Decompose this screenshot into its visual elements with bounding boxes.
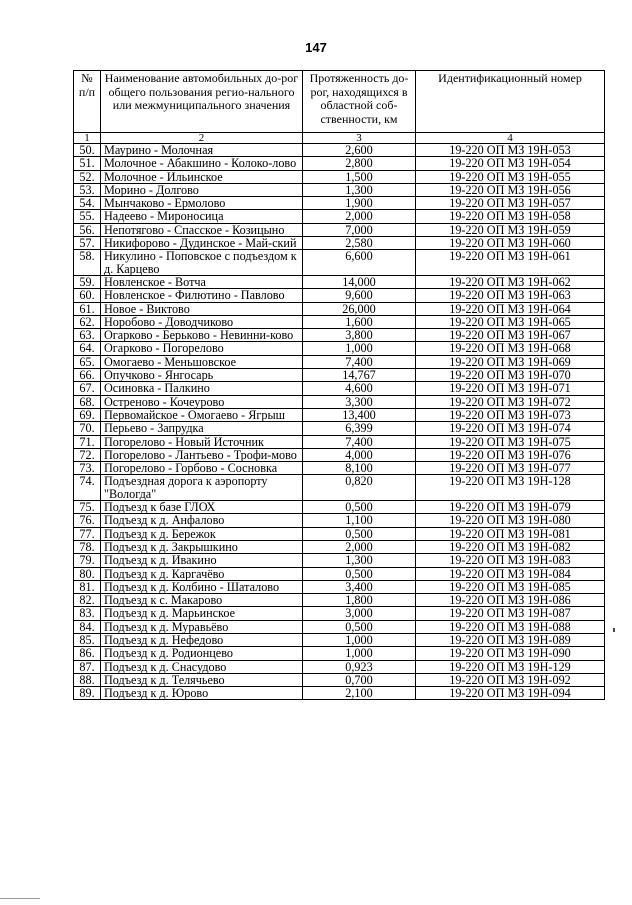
table-row	[74, 250, 605, 276]
cell-num: 84.	[74, 620, 101, 633]
table-row	[74, 408, 605, 421]
cell-length: 0,923	[303, 660, 416, 673]
scan-mark	[613, 628, 615, 632]
cell-length: 8,100	[303, 462, 416, 475]
cell-length: 6,600	[303, 250, 416, 276]
cell-road-name: Молочное - Абакшино - Колоко-лово	[101, 157, 303, 170]
roads-table	[73, 70, 605, 700]
table-row	[74, 475, 605, 501]
cell-id: 19-220 ОП МЗ 19Н-084	[416, 567, 605, 580]
cell-num: 65.	[74, 355, 101, 368]
cell-num: 52.	[74, 170, 101, 183]
cell-num: 71.	[74, 435, 101, 448]
table-row	[74, 275, 605, 288]
cell-id: 19-220 ОП МЗ 19Н-077	[416, 462, 605, 475]
cell-id: 19-220 ОП МЗ 19Н-055	[416, 170, 605, 183]
column-index-row	[74, 133, 605, 144]
table-body	[74, 144, 605, 700]
cell-length: 1,100	[303, 514, 416, 527]
cell-id: 19-220 ОП МЗ 19Н-085	[416, 580, 605, 593]
table-row	[74, 382, 605, 395]
cell-length: 0,700	[303, 673, 416, 686]
cell-length: 2,000	[303, 210, 416, 223]
cell-road-name: Никулино - Поповское с подъездом к д. Карцево	[101, 250, 303, 276]
cell-length: 7,000	[303, 223, 416, 236]
table-row	[74, 157, 605, 170]
cell-id: 19-220 ОП МЗ 19Н-058	[416, 210, 605, 223]
scan-edge-line	[0, 898, 40, 899]
cell-num: 80.	[74, 567, 101, 580]
cell-num: 88.	[74, 673, 101, 686]
table-row	[74, 237, 605, 250]
cell-id: 19-220 ОП МЗ 19Н-065	[416, 315, 605, 328]
cell-length: 1,600	[303, 315, 416, 328]
cell-length: 2,000	[303, 540, 416, 553]
cell-num: 58.	[74, 250, 101, 276]
table-row	[74, 342, 605, 355]
table-row	[74, 355, 605, 368]
cell-id: 19-220 ОП МЗ 19Н-075	[416, 435, 605, 448]
cell-num: 82.	[74, 594, 101, 607]
cell-id: 19-220 ОП МЗ 19Н-070	[416, 369, 605, 382]
table-row	[74, 567, 605, 580]
cell-id: 19-220 ОП МЗ 19Н-072	[416, 395, 605, 408]
cell-num: 89.	[74, 687, 101, 700]
table-row	[74, 580, 605, 593]
cell-id: 19-220 ОП МЗ 19Н-089	[416, 633, 605, 646]
cell-num: 66.	[74, 369, 101, 382]
table-row	[74, 462, 605, 475]
cell-road-name: Подъезд к д. Родионцево	[101, 647, 303, 660]
cell-id: 19-220 ОП МЗ 19Н-092	[416, 673, 605, 686]
cell-num: 86.	[74, 647, 101, 660]
cell-length: 7,400	[303, 435, 416, 448]
cell-num: 83.	[74, 607, 101, 620]
cell-id: 19-220 ОП МЗ 19Н-128	[416, 475, 605, 501]
cell-num: 75.	[74, 501, 101, 514]
cell-id: 19-220 ОП МЗ 19Н-082	[416, 540, 605, 553]
table-row	[74, 369, 605, 382]
cell-length: 1,500	[303, 170, 416, 183]
cell-length: 1,300	[303, 183, 416, 196]
cell-num: 53.	[74, 183, 101, 196]
cell-length: 3,800	[303, 329, 416, 342]
cell-id: 19-220 ОП МЗ 19Н-069	[416, 355, 605, 368]
cell-road-name: Омогаево - Меньшовское	[101, 355, 303, 368]
table-row	[74, 144, 605, 157]
table-row	[74, 660, 605, 673]
cell-length: 4,000	[303, 448, 416, 461]
cell-length: 2,600	[303, 144, 416, 157]
cell-length: 14,767	[303, 369, 416, 382]
cell-road-name: Подъезд к д. Ивакино	[101, 554, 303, 567]
cell-road-name: Осиновка - Палкино	[101, 382, 303, 395]
cell-road-name: Подъезд к д. Марьинское	[101, 607, 303, 620]
cell-road-name: Погорелово - Новый Источник	[101, 435, 303, 448]
cell-length: 14,000	[303, 275, 416, 288]
cell-num: 69.	[74, 408, 101, 421]
table-row	[74, 673, 605, 686]
cell-id: 19-220 ОП МЗ 19Н-068	[416, 342, 605, 355]
table-row	[74, 210, 605, 223]
cell-id: 19-220 ОП МЗ 19Н-080	[416, 514, 605, 527]
cell-road-name: Никифорово - Дудинское - Май-ский	[101, 237, 303, 250]
cell-road-name: Подъезд к д. Закрышкино	[101, 540, 303, 553]
cell-road-name: Подъезд к д. Анфалово	[101, 514, 303, 527]
cell-num: 59.	[74, 275, 101, 288]
cell-id: 19-220 ОП МЗ 19Н-079	[416, 501, 605, 514]
table-row	[74, 302, 605, 315]
cell-length: 3,000	[303, 607, 416, 620]
cell-length: 9,600	[303, 289, 416, 302]
cell-length: 7,400	[303, 355, 416, 368]
cell-length: 3,400	[303, 580, 416, 593]
cell-road-name: Морино - Долгово	[101, 183, 303, 196]
cell-road-name: Мынчаково - Ермолово	[101, 197, 303, 210]
cell-num: 78.	[74, 540, 101, 553]
cell-id: 19-220 ОП МЗ 19Н-086	[416, 594, 605, 607]
cell-id: 19-220 ОП МЗ 19Н-053	[416, 144, 605, 157]
cell-num: 76.	[74, 514, 101, 527]
cell-length: 1,800	[303, 594, 416, 607]
cell-id: 19-220 ОП МЗ 19Н-074	[416, 422, 605, 435]
cell-road-name: Молочное - Ильинское	[101, 170, 303, 183]
cell-id: 19-220 ОП МЗ 19Н-056	[416, 183, 605, 196]
cell-length: 0,820	[303, 475, 416, 501]
cell-num: 67.	[74, 382, 101, 395]
cell-num: 55.	[74, 210, 101, 223]
table-row	[74, 620, 605, 633]
cell-id: 19-220 ОП МЗ 19Н-054	[416, 157, 605, 170]
cell-length: 2,580	[303, 237, 416, 250]
table-row	[74, 315, 605, 328]
cell-road-name: Погорелово - Лантьево - Трофи-мово	[101, 448, 303, 461]
cell-num: 79.	[74, 554, 101, 567]
cell-road-name: Надеево - Мироносица	[101, 210, 303, 223]
cell-road-name: Огарково - Берьково - Невинни-ково	[101, 329, 303, 342]
cell-road-name: Подъездная дорога к аэропорту "Вологда"	[101, 475, 303, 501]
table-row	[74, 197, 605, 210]
column-index: 2	[101, 133, 303, 144]
column-index: 3	[303, 133, 416, 144]
cell-num: 60.	[74, 289, 101, 302]
cell-length: 3,300	[303, 395, 416, 408]
cell-id: 19-220 ОП МЗ 19Н-090	[416, 647, 605, 660]
header-road-name: Наименование автомобильных до-рог общего пользования регио-нального или межмуниципального значения	[101, 71, 303, 133]
cell-length: 1,900	[303, 197, 416, 210]
cell-num: 68.	[74, 395, 101, 408]
cell-id: 19-220 ОП МЗ 19Н-076	[416, 448, 605, 461]
cell-num: 50.	[74, 144, 101, 157]
cell-id: 19-220 ОП МЗ 19Н-094	[416, 687, 605, 700]
cell-length: 1,300	[303, 554, 416, 567]
cell-length: 13,400	[303, 408, 416, 421]
cell-num: 73.	[74, 462, 101, 475]
cell-road-name: Норобово - Доводчиково	[101, 315, 303, 328]
table-row	[74, 647, 605, 660]
cell-length: 26,000	[303, 302, 416, 315]
table-row	[74, 435, 605, 448]
table-row	[74, 633, 605, 646]
cell-road-name: Подъезд к д. Муравьёво	[101, 620, 303, 633]
table-row	[74, 540, 605, 553]
cell-id: 19-220 ОП МЗ 19Н-062	[416, 275, 605, 288]
cell-num: 62.	[74, 315, 101, 328]
cell-length: 1,000	[303, 633, 416, 646]
cell-road-name: Новое - Виктово	[101, 302, 303, 315]
cell-road-name: Подъезд к д. Каргачёво	[101, 567, 303, 580]
cell-id: 19-220 ОП МЗ 19Н-129	[416, 660, 605, 673]
table-row	[74, 329, 605, 342]
cell-num: 56.	[74, 223, 101, 236]
cell-length: 6,399	[303, 422, 416, 435]
cell-id: 19-220 ОП МЗ 19Н-061	[416, 250, 605, 276]
table-row	[74, 687, 605, 700]
cell-id: 19-220 ОП МЗ 19Н-087	[416, 607, 605, 620]
cell-road-name: Подъезд к д. Телячьево	[101, 673, 303, 686]
table-row	[74, 448, 605, 461]
cell-road-name: Подъезд к д. Нефедово	[101, 633, 303, 646]
table-row	[74, 422, 605, 435]
cell-length: 4,600	[303, 382, 416, 395]
cell-length: 0,500	[303, 620, 416, 633]
cell-num: 54.	[74, 197, 101, 210]
cell-num: 57.	[74, 237, 101, 250]
cell-num: 63.	[74, 329, 101, 342]
cell-num: 61.	[74, 302, 101, 315]
cell-num: 85.	[74, 633, 101, 646]
cell-road-name: Маурино - Молочная	[101, 144, 303, 157]
table-row	[74, 501, 605, 514]
cell-road-name: Огарково - Погорелово	[101, 342, 303, 355]
cell-road-name: Перьево - Запрудка	[101, 422, 303, 435]
cell-id: 19-220 ОП МЗ 19Н-057	[416, 197, 605, 210]
cell-id: 19-220 ОП МЗ 19Н-060	[416, 237, 605, 250]
cell-id: 19-220 ОП МЗ 19Н-083	[416, 554, 605, 567]
table-header	[74, 71, 605, 144]
cell-num: 51.	[74, 157, 101, 170]
cell-length: 2,800	[303, 157, 416, 170]
cell-num: 70.	[74, 422, 101, 435]
table-row	[74, 594, 605, 607]
cell-road-name: Остреново - Кочеурово	[101, 395, 303, 408]
cell-length: 1,000	[303, 342, 416, 355]
table-row	[74, 514, 605, 527]
cell-num: 81.	[74, 580, 101, 593]
cell-road-name: Подъезд к д. Снасудово	[101, 660, 303, 673]
cell-num: 64.	[74, 342, 101, 355]
cell-road-name: Погорелово - Горбово - Сосновка	[101, 462, 303, 475]
cell-road-name: Подъезд к д. Колбино - Шаталово	[101, 580, 303, 593]
cell-road-name: Опучково - Янгосарь	[101, 369, 303, 382]
column-index: 1	[74, 133, 101, 144]
page-number: 147	[305, 40, 327, 55]
table-row	[74, 554, 605, 567]
cell-length: 0,500	[303, 501, 416, 514]
table-row	[74, 527, 605, 540]
cell-length: 0,500	[303, 567, 416, 580]
cell-id: 19-220 ОП МЗ 19Н-063	[416, 289, 605, 302]
header-id: Идентификационный номер	[416, 71, 605, 133]
cell-length: 0,500	[303, 527, 416, 540]
table-row	[74, 223, 605, 236]
cell-num: 74.	[74, 475, 101, 501]
header-num: № п/п	[74, 71, 101, 133]
cell-num: 87.	[74, 660, 101, 673]
table-row	[74, 170, 605, 183]
cell-road-name: Подъезд к д. Бережок	[101, 527, 303, 540]
cell-id: 19-220 ОП МЗ 19Н-071	[416, 382, 605, 395]
cell-length: 2,100	[303, 687, 416, 700]
cell-road-name: Подъезд к базе ГЛОХ	[101, 501, 303, 514]
cell-road-name: Подъезд к с. Макарово	[101, 594, 303, 607]
cell-id: 19-220 ОП МЗ 19Н-059	[416, 223, 605, 236]
cell-length: 1,000	[303, 647, 416, 660]
table-row	[74, 395, 605, 408]
cell-road-name: Подъезд к д. Юрово	[101, 687, 303, 700]
column-index: 4	[416, 133, 605, 144]
cell-id: 19-220 ОП МЗ 19Н-067	[416, 329, 605, 342]
cell-id: 19-220 ОП МЗ 19Н-088	[416, 620, 605, 633]
cell-id: 19-220 ОП МЗ 19Н-073	[416, 408, 605, 421]
cell-road-name: Первомайское - Омогаево - Ягрыш	[101, 408, 303, 421]
cell-road-name: Новленское - Вотча	[101, 275, 303, 288]
cell-id: 19-220 ОП МЗ 19Н-064	[416, 302, 605, 315]
cell-num: 77.	[74, 527, 101, 540]
header-length: Протяженность до-рог, находящихся в областной соб-ственности, км	[303, 71, 416, 133]
cell-road-name: Непотягово - Спасское - Козицыно	[101, 223, 303, 236]
table-row	[74, 607, 605, 620]
cell-num: 72.	[74, 448, 101, 461]
cell-id: 19-220 ОП МЗ 19Н-081	[416, 527, 605, 540]
table-row	[74, 183, 605, 196]
table-row	[74, 289, 605, 302]
cell-road-name: Новленское - Филютино - Павлово	[101, 289, 303, 302]
